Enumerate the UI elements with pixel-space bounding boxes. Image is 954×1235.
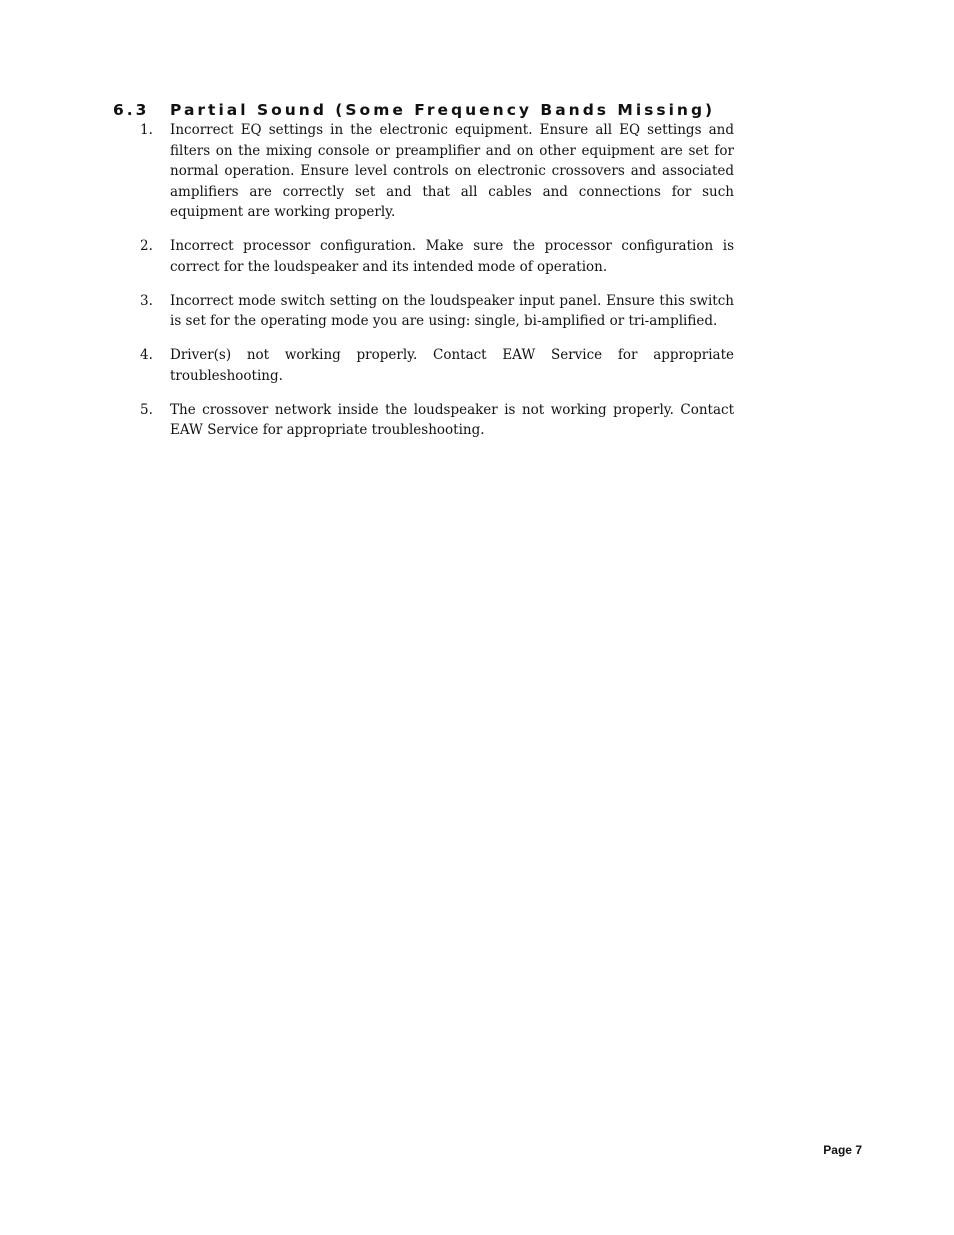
list-item-text: The crossover network inside the loudspeaker is not working properly. Contact EAW Service for appropriate troubleshooting.	[170, 401, 734, 438]
list-item-number: 4.	[140, 347, 153, 363]
section-heading	[113, 101, 715, 119]
list-item-text: Incorrect processor configuration. Make sure the processor configuration is correct for the loudspeaker and its intended mode of operation.	[170, 238, 734, 275]
list-item-number: 2.	[140, 238, 153, 254]
list-item-number: 1.	[140, 122, 153, 138]
list-item-text: Incorrect EQ settings in the electronic equipment. Ensure all EQ settings and filters on the mixing console or preamplifier and on other equipment are set for normal operation. Ensure level controls on electronic crossovers and associated amplifiers are correctly set and that all cables and connections for such equipment are working properly.	[170, 122, 734, 220]
troubleshooting-list	[134, 120, 734, 454]
list-item	[134, 291, 734, 332]
section-title: Partial Sound (Some Frequency Bands Missing)	[170, 100, 716, 119]
list-item	[134, 236, 734, 277]
list-item-text: Incorrect mode switch setting on the loudspeaker input panel. Ensure this switch is set for the operating mode you are using: single, bi-amplified or tri-amplified.	[170, 292, 734, 329]
list-item-number: 3.	[140, 292, 153, 309]
list-item-text: Driver(s) not working properly. Contact EAW Service for appropriate troubleshooting.	[170, 347, 734, 384]
list-item	[134, 345, 734, 386]
section-number: 6.3	[113, 100, 150, 119]
list-item	[134, 120, 734, 223]
list-item	[134, 400, 734, 441]
page-number: Page 7	[823, 1143, 862, 1157]
list-item-number: 5.	[140, 401, 153, 418]
